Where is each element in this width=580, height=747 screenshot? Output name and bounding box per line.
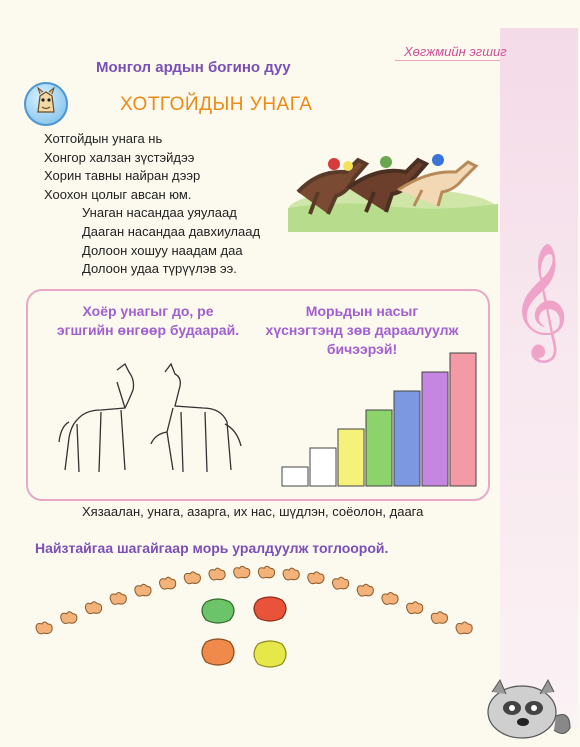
- shagai-piece: [308, 572, 324, 584]
- ordering-task-line: бичээрэй!: [326, 341, 398, 357]
- poem-line: Унаган насандаа уяулаад: [82, 205, 237, 221]
- shagai-piece: [382, 593, 398, 605]
- poem-line: Хорин тавны найран дээр: [44, 168, 201, 184]
- shagai-piece: [184, 572, 200, 584]
- ordering-task: [262, 302, 462, 359]
- header-rule: [395, 60, 500, 61]
- poem: [44, 130, 260, 279]
- shagai-piece: [234, 566, 250, 578]
- ordering-task-line: Морьдын насыг: [305, 303, 419, 319]
- age-bar: [450, 353, 476, 486]
- age-bar: [338, 429, 364, 486]
- shagai-dice-illustration: [200, 594, 300, 684]
- shagai-piece: [135, 584, 151, 596]
- shagai-piece: [61, 612, 77, 624]
- shagai-piece: [357, 584, 373, 596]
- poem-line: Хоохон цолыг авсан юм.: [44, 186, 192, 202]
- game-instruction: Найзтайгаа шагайгаар морь уралдуулж тоглоорой.: [35, 540, 389, 556]
- foals-outline-illustration: [55, 360, 245, 485]
- horse-race-illustration: [288, 130, 498, 232]
- poem-line: Долоон хошуу наадам даа: [82, 242, 243, 258]
- ordering-task-line: хүснэгтэнд зөв дараалуулж: [265, 322, 459, 338]
- age-bar: [366, 410, 392, 486]
- poem-line: Долоон удаа түрүүлэв ээ.: [82, 261, 237, 277]
- horse-age-word-list: Хязаалан, унага, азарга, их нас, шүдлэн, соёолон, даага: [82, 504, 424, 519]
- shagai-piece: [36, 622, 52, 634]
- horse-badge-icon: [24, 82, 68, 126]
- treble-clef-icon: 𝄞: [510, 241, 570, 358]
- age-bar: [310, 448, 336, 486]
- shagai-piece: [283, 568, 299, 580]
- shagai-piece: [209, 568, 225, 580]
- age-bar: [422, 372, 448, 486]
- section-title: Хөгжмийн эгшиг: [404, 44, 507, 59]
- poem-line: Дааган насандаа давхиулаад: [82, 223, 261, 239]
- age-bar-table: [280, 352, 480, 488]
- shagai-piece: [258, 566, 274, 578]
- shagai-piece: [85, 602, 101, 614]
- poem-line: Хонгор халзан зүстэйдээ: [44, 149, 195, 165]
- age-bar: [394, 391, 420, 486]
- shagai-piece: [456, 622, 472, 634]
- age-bar: [282, 467, 308, 486]
- shagai-piece: [407, 602, 423, 614]
- side-strip: [500, 28, 578, 728]
- shagai-piece: [160, 577, 176, 589]
- poem-line: Хотгойдын унага нь: [44, 131, 163, 146]
- coloring-task-line: Хоёр унагыг до, ре: [82, 303, 214, 319]
- song-title: ХОТГОЙДЫН УНАГА: [120, 94, 313, 115]
- coloring-task-line: эгшгийн өнгөөр будаарай.: [56, 322, 240, 338]
- lesson-subtitle: Монгол ардын богино дуу: [96, 59, 291, 76]
- raccoon-mascot-icon: [478, 672, 574, 742]
- shagai-piece: [431, 612, 447, 624]
- shagai-piece: [110, 593, 126, 605]
- shagai-piece: [332, 577, 348, 589]
- coloring-task: [48, 302, 248, 340]
